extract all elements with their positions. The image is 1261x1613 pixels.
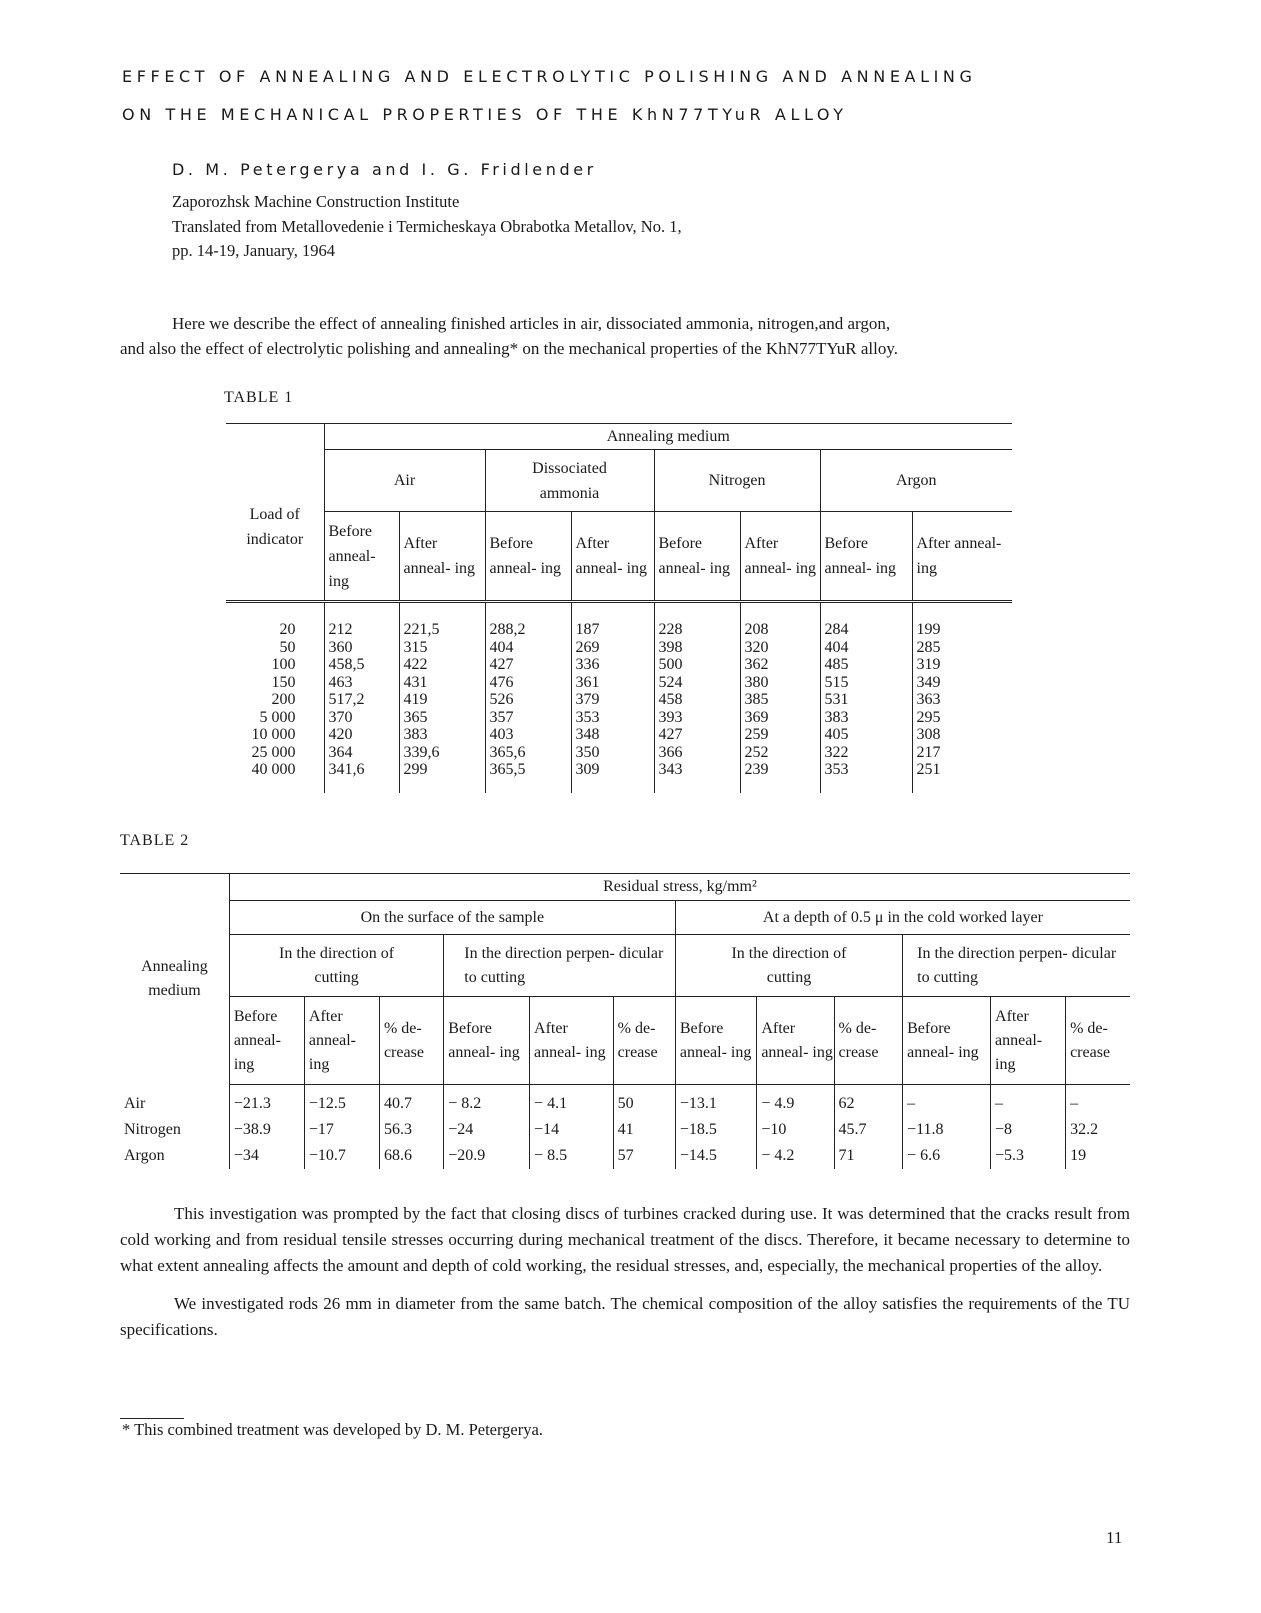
table1-value-cell: 259 <box>740 726 820 744</box>
table2-medium-cell: Nitrogen <box>124 1121 181 1138</box>
body-paragraph-1: This investigation was prompted by the fact that closing discs of turbines cracked during use. It was determined that the cracks result from cold working and from residual tensile stresses occurring during mechanical treatment of the discs. Therefore, it became necessary to determine to what extent annealing affects the amount and depth of cold working, the residual stresses, and, especially, the mechanical properties of the alloy. <box>120 1204 1130 1275</box>
table2-stub-header: Annealing medium <box>141 958 208 1000</box>
table2-before-header: Before anneal- ing <box>229 997 304 1085</box>
table1-value-cell: 458,5 <box>324 656 399 674</box>
table2-value-cell: −17 <box>304 1117 379 1143</box>
footnote-rule <box>120 1418 184 1419</box>
table1-value-cell: 365,6 <box>485 744 571 762</box>
table1-value-cell: 251 <box>912 761 1012 779</box>
page-number: 11 <box>1106 1528 1123 1547</box>
table1-load-cell: 200 <box>271 691 296 708</box>
table2-surface-header: On the surface of the sample <box>229 901 675 935</box>
table1-value-cell: 187 <box>571 621 654 639</box>
table1-value-cell: 353 <box>820 761 912 779</box>
table1-value-cell: 463 <box>324 674 399 692</box>
table1-value-cell: 284 <box>820 621 912 639</box>
table1-before-header: Before anneal- ing <box>324 512 399 602</box>
table2-value-cell: 50 <box>613 1085 675 1118</box>
table1-value-cell: 385 <box>740 691 820 709</box>
table1-load-cell: 150 <box>271 673 296 691</box>
table1-load-cell: 25 000 <box>251 743 296 761</box>
table1-value-cell: 269 <box>571 639 654 657</box>
table1-value-cell: 431 <box>399 674 485 692</box>
table1-medium-ammonia: Dissociated ammonia <box>485 450 654 512</box>
table2-decrease-header: % de- crease <box>613 997 675 1085</box>
table2-value-cell: −13.1 <box>675 1085 756 1118</box>
table2-value-cell: 32.2 <box>1066 1117 1130 1143</box>
table1-value-cell: 252 <box>740 744 820 762</box>
table1-value-cell: 485 <box>820 656 912 674</box>
table1-value-cell: 339,6 <box>399 744 485 762</box>
affiliation: Zaporozhsk Machine Construction Institute <box>172 192 460 211</box>
table2-body <box>120 1085 1130 1170</box>
table1-value-cell: 458 <box>654 691 740 709</box>
table1-before-header: Before anneal- ing <box>820 512 912 602</box>
table2-value-cell: −8 <box>991 1117 1066 1143</box>
table1-value-cell: 383 <box>399 726 485 744</box>
table1-value-cell: 295 <box>912 709 1012 727</box>
table-2 <box>120 873 1130 1169</box>
table1-value-cell: 370 <box>324 709 399 727</box>
table1-value-cell: 476 <box>485 674 571 692</box>
table2-value-cell: – <box>991 1085 1066 1118</box>
table1-value-cell: 366 <box>654 744 740 762</box>
table2-value-cell: 71 <box>834 1143 903 1169</box>
table1-value-cell: 309 <box>571 761 654 779</box>
table2-value-cell: 41 <box>613 1117 675 1143</box>
table1-value-cell: 404 <box>820 639 912 657</box>
table1-load-cell: 100 <box>271 656 296 673</box>
table2-value-cell: −34 <box>229 1143 304 1169</box>
table1-value-cell: 362 <box>740 656 820 674</box>
table2-label: TABLE 2 <box>120 832 190 849</box>
table2-dir-cutting: In the direction of cutting <box>229 935 443 997</box>
table1-value-cell: 427 <box>654 726 740 744</box>
table1-value-cell: 348 <box>571 726 654 744</box>
table1-value-cell: 380 <box>740 674 820 692</box>
table1-medium-air: Air <box>324 450 485 512</box>
table1-value-cell: 361 <box>571 674 654 692</box>
table2-value-cell: −14 <box>530 1117 614 1143</box>
table1-value-cell: 420 <box>324 726 399 744</box>
table1-stub-header: Load of indicator <box>226 424 324 602</box>
table1-value-cell: 422 <box>399 656 485 674</box>
table1-row <box>226 761 1012 779</box>
table2-value-cell: −10.7 <box>304 1143 379 1169</box>
table2-value-cell: − 4.2 <box>757 1143 834 1169</box>
table1-value-cell: 365 <box>399 709 485 727</box>
table1-value-cell: 419 <box>399 691 485 709</box>
table2-value-cell: − 4.9 <box>757 1085 834 1118</box>
table1-value-cell: 393 <box>654 709 740 727</box>
table1-value-cell: 299 <box>399 761 485 779</box>
table1-value-cell: 517,2 <box>324 691 399 709</box>
table2-value-cell: −14.5 <box>675 1143 756 1169</box>
table1-load-cell: 5 000 <box>259 708 296 726</box>
table1-value-cell: 515 <box>820 674 912 692</box>
table1-value-cell: 221,5 <box>399 621 485 639</box>
table1-after-header: After anneal- ing <box>912 512 1012 602</box>
table1-medium-argon: Argon <box>820 450 1012 512</box>
table2-value-cell: 57 <box>613 1143 675 1169</box>
table2-group-header: Residual stress, kg/mm² <box>229 874 1130 901</box>
table2-decrease-header: % de- crease <box>1066 997 1130 1085</box>
table1-value-cell: 228 <box>654 621 740 639</box>
table1-value-cell: 383 <box>820 709 912 727</box>
table1-value-cell: 343 <box>654 761 740 779</box>
table1-body <box>226 602 1012 793</box>
table1-after-header: After anneal- ing <box>399 512 485 602</box>
table1-value-cell: 322 <box>820 744 912 762</box>
table2-value-cell: −24 <box>444 1117 530 1143</box>
table1-value-cell: 524 <box>654 674 740 692</box>
table1-value-cell: 199 <box>912 621 1012 639</box>
table2-value-cell: 19 <box>1066 1143 1130 1169</box>
table2-value-cell: −38.9 <box>229 1117 304 1143</box>
table2-row <box>120 1085 1130 1118</box>
title-line-2: ON THE MECHANICAL PROPERTIES OF THE KhN77TYuR ALLOY <box>122 105 848 124</box>
table2-before-header: Before anneal- ing <box>444 997 530 1085</box>
table1-value-cell: 363 <box>912 691 1012 709</box>
table2-medium-cell: Air <box>124 1094 146 1112</box>
table2-value-cell: − 4.1 <box>530 1085 614 1118</box>
table1-row <box>226 726 1012 744</box>
table2-before-header: Before anneal- ing <box>675 997 756 1085</box>
table2-value-cell: −5.3 <box>991 1143 1066 1169</box>
table2-before-header: Before anneal- ing <box>903 997 991 1085</box>
table1-row <box>226 656 1012 674</box>
intro-line-2: and also the effect of electrolytic polishing and annealing* on the mechanical properties of the KhN77TYuR alloy. <box>120 339 898 358</box>
table1-value-cell: 404 <box>485 639 571 657</box>
table1-value-cell: 353 <box>571 709 654 727</box>
intro-line-1: Here we describe the effect of annealing finished articles in air, dissociated ammonia, nitrogen,and argon, <box>172 314 891 333</box>
table1-load-cell: 40 000 <box>251 761 296 778</box>
table1-value-cell: 212 <box>324 621 399 639</box>
table1-load-cell: 20 <box>279 621 296 638</box>
table1-value-cell: 208 <box>740 621 820 639</box>
table1-load-cell: 50 <box>279 638 296 656</box>
table2-dir-perp: In the direction perpen- dicular to cutting <box>444 935 676 997</box>
table1-value-cell: 398 <box>654 639 740 657</box>
table1-value-cell: 369 <box>740 709 820 727</box>
table1-value-cell: 403 <box>485 726 571 744</box>
table1-value-cell: 364 <box>324 744 399 762</box>
table1-value-cell: 239 <box>740 761 820 779</box>
table2-value-cell: −12.5 <box>304 1085 379 1118</box>
translated-from: Translated from Metallovedenie i Termicheskaya Obrabotka Metallov, No. 1, <box>172 217 682 236</box>
table2-value-cell: −20.9 <box>444 1143 530 1169</box>
table2-value-cell: − 6.6 <box>903 1143 991 1169</box>
table-1 <box>226 423 1012 793</box>
table1-value-cell: 217 <box>912 744 1012 762</box>
table2-row <box>120 1143 1130 1169</box>
table1-row <box>226 621 1012 639</box>
table1-value-cell: 308 <box>912 726 1012 744</box>
title-line-1: EFFECT OF ANNEALING AND ELECTROLYTIC POLISHING AND ANNEALING <box>122 67 977 86</box>
table1-value-cell: 427 <box>485 656 571 674</box>
table1-value-cell: 405 <box>820 726 912 744</box>
table2-value-cell: −18.5 <box>675 1117 756 1143</box>
table1-value-cell: 336 <box>571 656 654 674</box>
table1-before-header: Before anneal- ing <box>654 512 740 602</box>
table2-decrease-header: % de- crease <box>834 997 903 1085</box>
table1-group-header: Annealing medium <box>324 424 1012 450</box>
table2-value-cell: − 8.5 <box>530 1143 614 1169</box>
table1-after-header: After anneal- ing <box>571 512 654 602</box>
table2-value-cell: 40.7 <box>379 1085 443 1118</box>
table2-after-header: After anneal- ing <box>304 997 379 1085</box>
table2-value-cell: – <box>1066 1085 1130 1118</box>
table1-value-cell: 315 <box>399 639 485 657</box>
table1-value-cell: 349 <box>912 674 1012 692</box>
table1-value-cell: 526 <box>485 691 571 709</box>
table1-load-cell: 10 000 <box>251 726 296 743</box>
body-text <box>120 1201 1130 1355</box>
table1-value-cell: 379 <box>571 691 654 709</box>
table2-value-cell: −10 <box>757 1117 834 1143</box>
table1-value-cell: 288,2 <box>485 621 571 639</box>
table2-value-cell: 45.7 <box>834 1117 903 1143</box>
table2-dir-perp: In the direction perpen- dicular to cutting <box>903 935 1130 997</box>
table2-after-header: After anneal- ing <box>757 997 834 1085</box>
table2-value-cell: 62 <box>834 1085 903 1118</box>
table1-before-header: Before anneal- ing <box>485 512 571 602</box>
table2-value-cell: −21.3 <box>229 1085 304 1118</box>
body-paragraph-2: We investigated rods 26 mm in diameter from the same batch. The chemical composition of the alloy satisfies the requirements of the TU specifications. <box>120 1294 1130 1339</box>
table1-value-cell: 350 <box>571 744 654 762</box>
table2-value-cell: – <box>903 1085 991 1118</box>
table2-depth-header: At a depth of 0.5 μ in the cold worked layer <box>675 901 1130 935</box>
table1-value-cell: 285 <box>912 639 1012 657</box>
authors: D. M. Petergerya and I. G. Fridlender <box>172 160 597 179</box>
table1-value-cell: 365,5 <box>485 761 571 779</box>
table1-value-cell: 531 <box>820 691 912 709</box>
table1-value-cell: 319 <box>912 656 1012 674</box>
table2-decrease-header: % de- crease <box>379 997 443 1085</box>
table1-row <box>226 709 1012 727</box>
table1-value-cell: 360 <box>324 639 399 657</box>
table2-dir-cutting: In the direction of cutting <box>675 935 902 997</box>
table1-label: TABLE 1 <box>224 389 294 406</box>
table1-value-cell: 320 <box>740 639 820 657</box>
table1-row <box>226 674 1012 692</box>
table2-row <box>120 1117 1130 1143</box>
table2-value-cell: − 8.2 <box>444 1085 530 1118</box>
table2-after-header: After anneal- ing <box>530 997 614 1085</box>
table2-value-cell: 68.6 <box>379 1143 443 1169</box>
table1-medium-nitrogen: Nitrogen <box>654 450 820 512</box>
table2-after-header: After anneal- ing <box>991 997 1066 1085</box>
table1-value-cell: 357 <box>485 709 571 727</box>
table1-row <box>226 691 1012 709</box>
table1-value-cell: 500 <box>654 656 740 674</box>
table1-row <box>226 744 1012 762</box>
table1-row <box>226 639 1012 657</box>
table1-value-cell: 341,6 <box>324 761 399 779</box>
table1-after-header: After anneal- ing <box>740 512 820 602</box>
translated-pages: pp. 14-19, January, 1964 <box>172 241 335 260</box>
footnote: * This combined treatment was developed by D. M. Petergerya. <box>122 1420 543 1439</box>
table2-medium-cell: Argon <box>124 1147 165 1164</box>
table2-value-cell: −11.8 <box>903 1117 991 1143</box>
table2-value-cell: 56.3 <box>379 1117 443 1143</box>
